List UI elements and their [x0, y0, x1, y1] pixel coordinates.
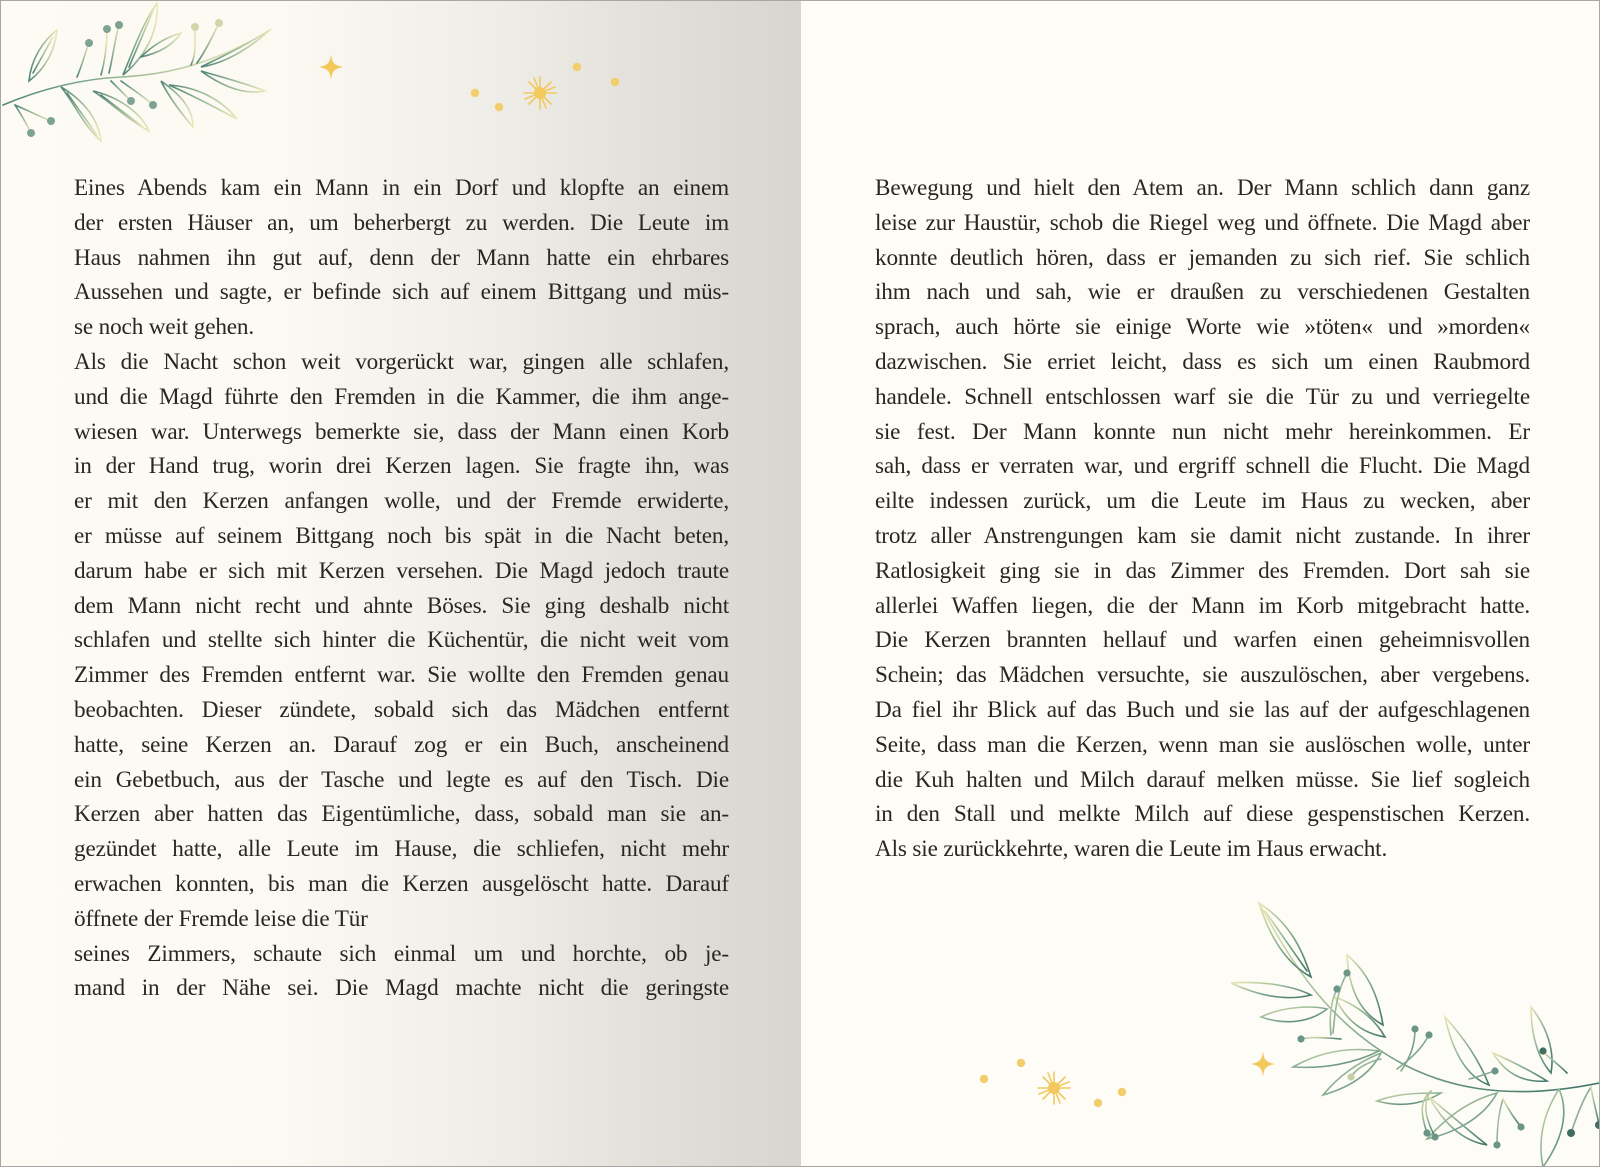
leaf-sprig-icon — [1231, 901, 1599, 1167]
text-line: der ersten Häuser an, um beherbergt zu werden. Die Leute im — [74, 209, 729, 236]
text-line: sah, dass er verraten war, und ergriff schnell die Flucht. Die Magd — [875, 453, 1530, 480]
leaf-sprig-icon — [1, 1, 281, 146]
left-page-text — [74, 171, 729, 1006]
text-line: ihm nach und sah, wie er draußen zu verschiedenen Gestalten — [875, 279, 1530, 306]
burst-star-icon — [1037, 1071, 1071, 1105]
dot-icon — [1016, 1058, 1026, 1068]
dot-icon — [1117, 1087, 1127, 1097]
burst-star-icon — [523, 76, 557, 110]
text-line: seines Zimmers, schaute sich einmal um und horchte, ob je- — [74, 940, 729, 967]
text-line: beobachten. Dieser zündete, sobald sich das Mädchen entfernt — [74, 696, 729, 723]
dot-icon — [470, 88, 480, 98]
text-line: Die Kerzen brannten hellauf und warfen einen geheimnisvollen — [875, 627, 1530, 654]
text-line: die Kuh halten und Milch darauf melken müsse. Sie lief sogleich — [875, 766, 1530, 793]
text-line: wiesen war. Unterwegs bemerkte sie, dass der Mann einen Korb — [74, 418, 729, 445]
text-line: leise zur Haustür, schob die Riegel weg und öffnete. Die Magd aber — [875, 209, 1530, 236]
right-page — [801, 1, 1599, 1166]
text-line: Zimmer des Fremden entfernt war. Sie wollte den Fremden genau — [74, 662, 729, 689]
text-line: Als die Nacht schon weit vorgerückt war, gingen alle schlafen, — [74, 348, 729, 375]
text-line: dem Mann nicht recht und ahnte Böses. Sie ging deshalb nicht — [74, 592, 729, 619]
text-line: und die Magd führte den Fremden in die Kammer, die ihm ange- — [74, 383, 729, 410]
text-line: eilte indessen zurück, um die Leute im Haus zu wecken, aber — [875, 488, 1530, 515]
dot-icon — [494, 102, 504, 112]
text-line: allerlei Waffen liegen, die der Mann im Korb mitgebracht hatte. — [875, 592, 1530, 619]
text-line: Ratlosigkeit ging sie in das Zimmer des Fremden. Dort sah sie — [875, 557, 1530, 584]
text-line: dazwischen. Sie erriet leicht, dass es sich um einen Raubmord — [875, 348, 1530, 375]
text-line: se noch weit gehen. — [74, 314, 255, 341]
dot-icon — [1093, 1098, 1103, 1108]
text-line: erwachen konnten, bis man die Kerzen ausgelöscht hatte. Darauf — [74, 870, 729, 897]
text-line: konnte deutlich hören, dass er jemanden zu sich rief. Sie schlich — [875, 244, 1530, 271]
text-line: Kerzen aber hatten das Eigentümliche, dass, sobald man sie an- — [74, 801, 729, 828]
sparkle-star-icon — [319, 54, 343, 80]
text-line: in den Stall und melkte Milch auf diese gespenstischen Kerzen. — [875, 801, 1530, 828]
text-line: handele. Schnell entschlossen warf sie die Tür zu und verriegelte — [875, 383, 1530, 410]
text-line: hatte, seine Kerzen an. Darauf zog er ein Buch, anscheinend — [74, 731, 729, 758]
dot-icon — [979, 1074, 989, 1084]
text-line: öffnete der Fremde leise die Tür — [74, 905, 368, 932]
text-line: Bewegung und hielt den Atem an. Der Mann schlich dann ganz — [875, 175, 1530, 201]
text-line: Eines Abends kam ein Mann in ein Dorf und klopfte an einem — [74, 175, 729, 201]
text-line: gezündet hatte, alle Leute im Hause, die schliefen, nicht mehr — [74, 836, 729, 863]
text-line: sprach, auch hörte sie einige Worte wie »töten« und »morden« — [875, 314, 1530, 341]
text-line: schlafen und stellte sich hinter die Küchentür, die nicht weit vom — [74, 627, 729, 654]
text-line: ein Gebetbuch, aus der Tasche und legte es auf den Tisch. Die — [74, 766, 729, 793]
text-line: Haus nahmen ihn gut auf, denn der Mann hatte ein ehrbares — [74, 244, 729, 271]
right-page-text — [875, 171, 1530, 867]
left-page — [1, 1, 801, 1166]
text-line: er mit den Kerzen anfangen wolle, und der Fremde erwiderte, — [74, 488, 729, 515]
dot-icon — [572, 62, 582, 72]
text-line: trotz aller Anstrengungen kam sie damit nicht zustande. In ihrer — [875, 522, 1530, 549]
text-line: darum habe er sich mit Kerzen versehen. Die Magd jedoch traute — [74, 557, 729, 584]
text-line: Schein; das Mädchen versuchte, sie auszulöschen, aber vergebens. — [875, 662, 1530, 689]
text-line: Als sie zurückkehrte, waren die Leute im Haus erwacht. — [875, 836, 1388, 863]
text-line: er müsse auf seinem Bittgang noch bis spät in die Nacht beten, — [74, 522, 729, 549]
dot-icon — [610, 77, 620, 87]
text-line: sie fest. Der Mann konnte nun nicht mehr hereinkommen. Er — [875, 418, 1530, 445]
text-line: mand in der Nähe sei. Die Magd machte nicht die geringste — [74, 975, 729, 1002]
text-line: Seite, dass man die Kerzen, wenn man sie auslöschen wolle, unter — [875, 731, 1530, 758]
text-line: in der Hand trug, worin drei Kerzen lagen. Sie fragte ihn, was — [74, 453, 729, 480]
text-line: Da fiel ihr Blick auf das Buch und sie las auf der aufgeschlagenen — [875, 696, 1530, 723]
text-line: Aussehen und sagte, er befinde sich auf einem Bittgang und müs- — [74, 279, 729, 306]
